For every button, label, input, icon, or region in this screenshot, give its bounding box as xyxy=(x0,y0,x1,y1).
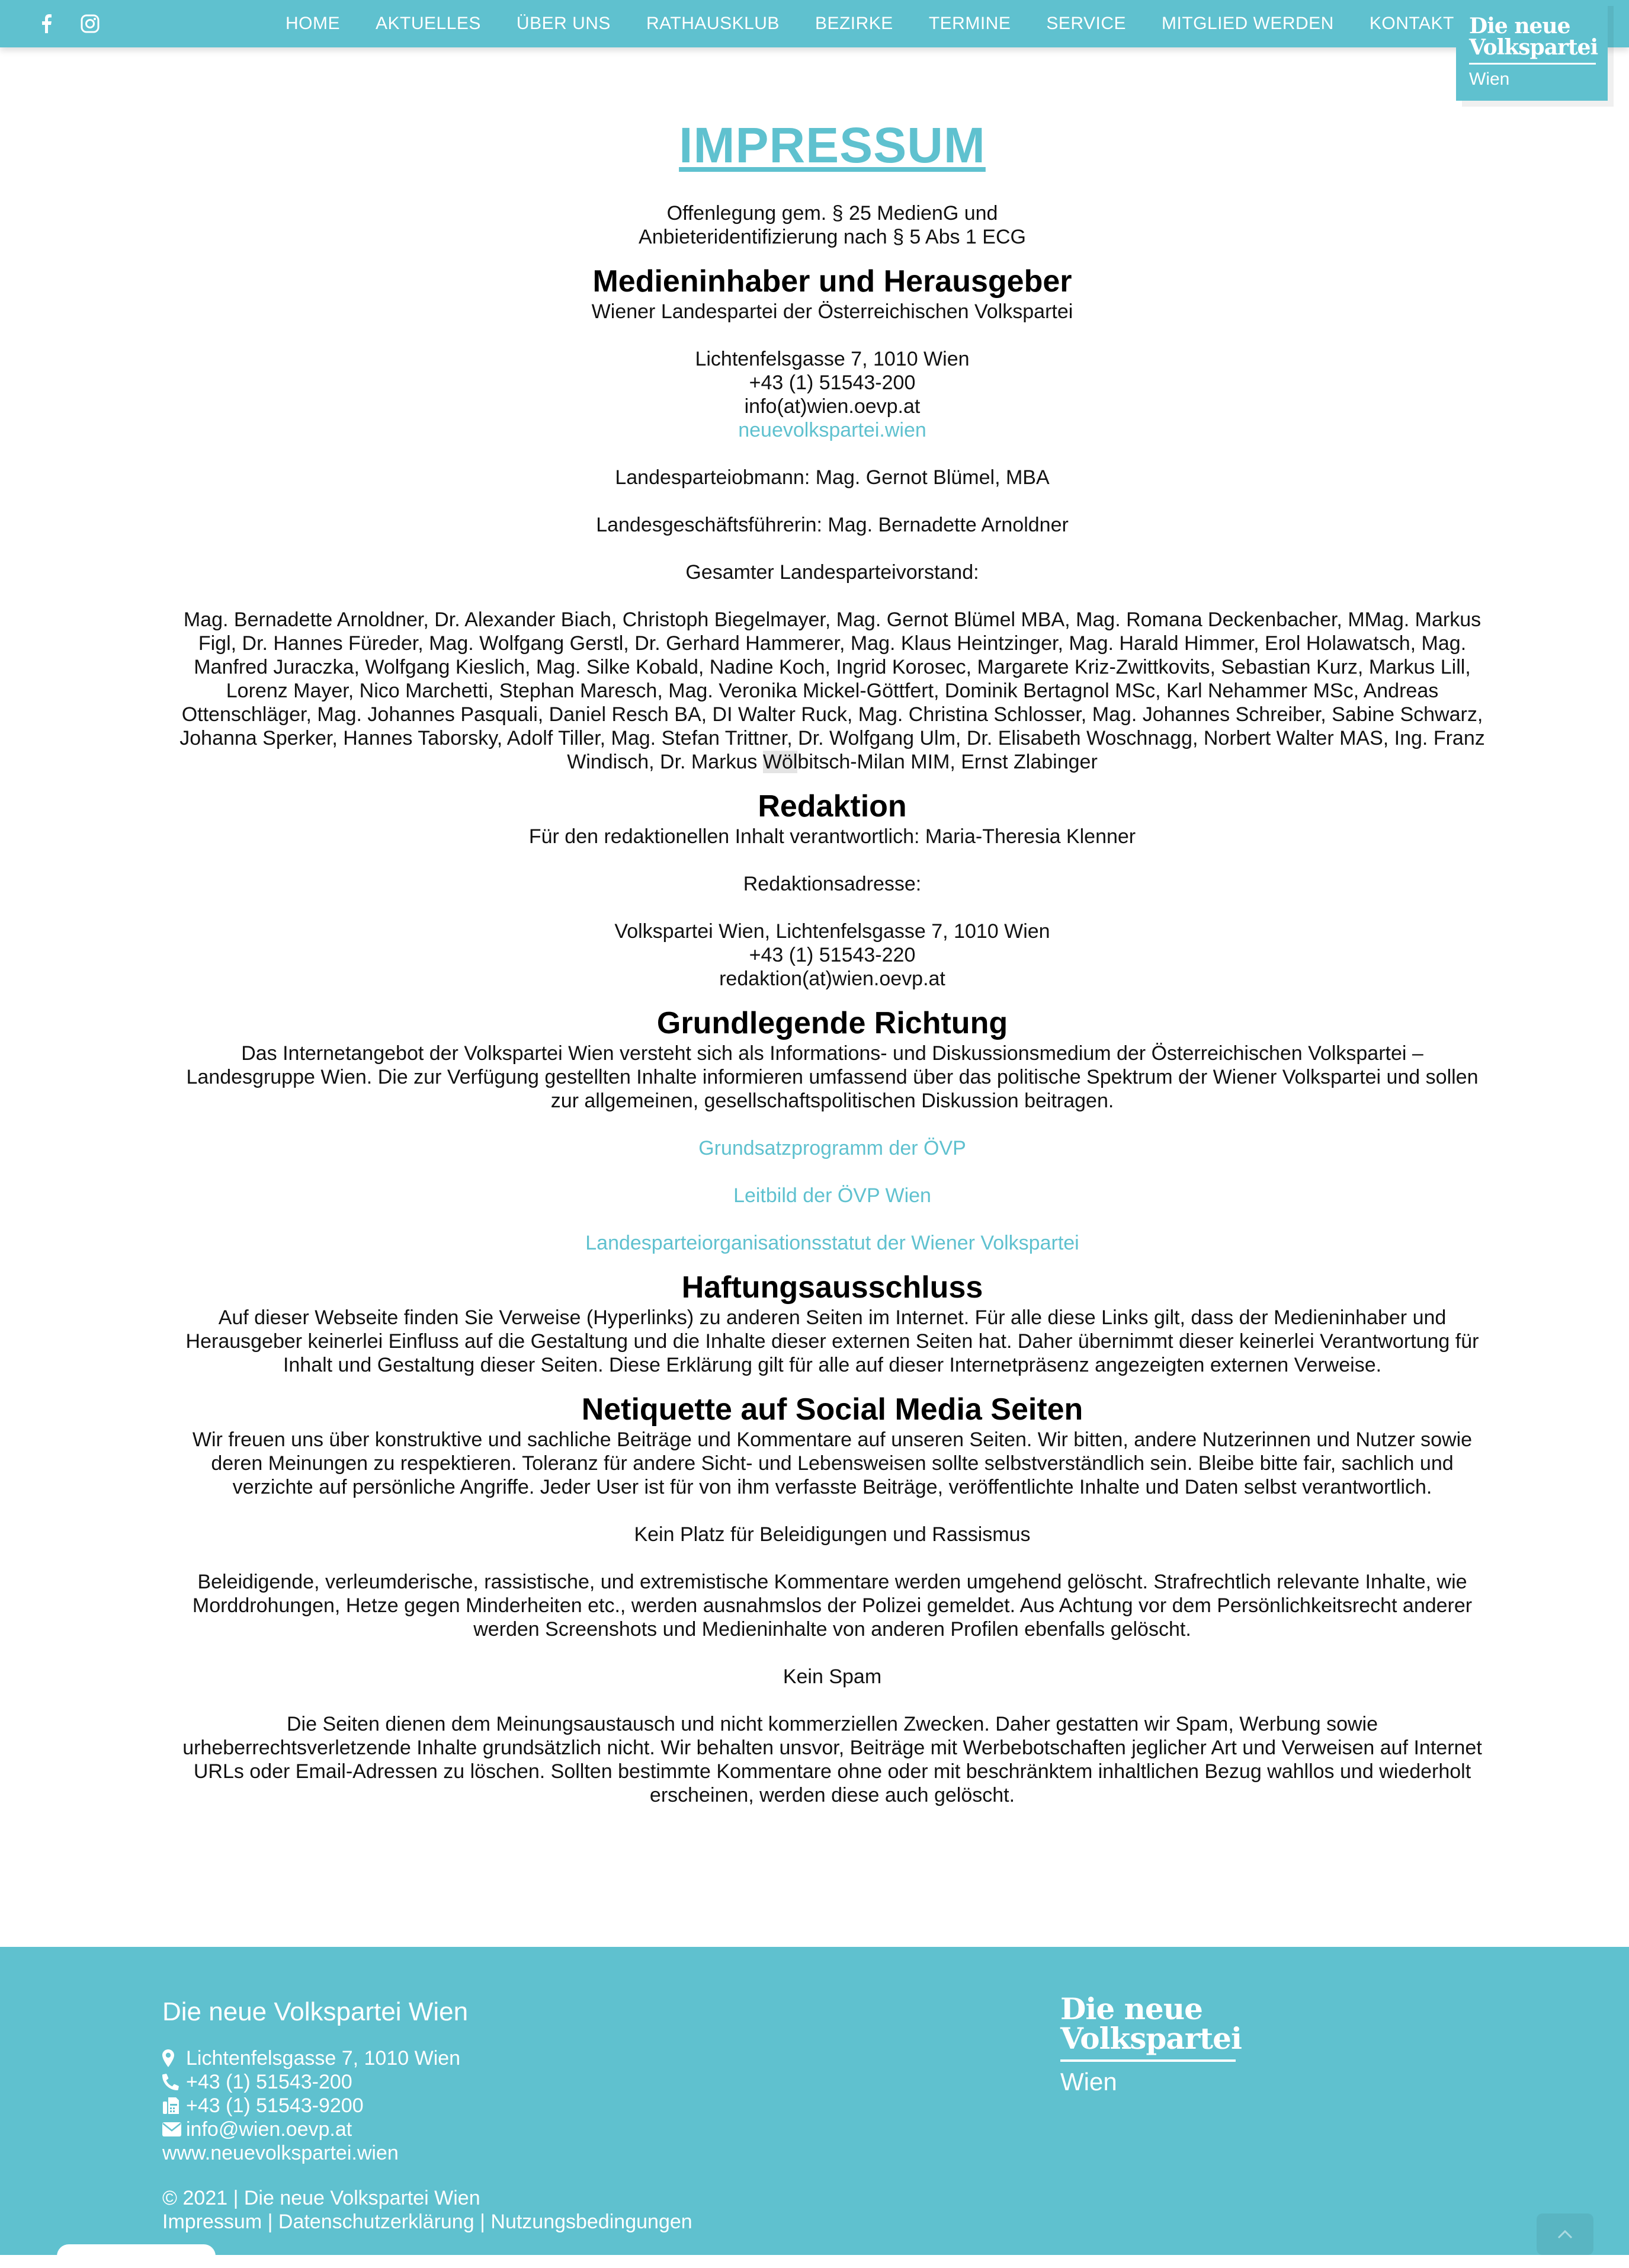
cookie-settings-tab[interactable] xyxy=(57,2244,216,2268)
direction-text: Das Internetangebot der Volkspartei Wien versteht sich als Informations- und Diskussionsmedium der Österreichischen Volkspartei – Landesgruppe Wien. Die zur Verfügung gestellten Inhalte informieren umfassend über das politische Spektrum der Wiener Volkspartei und sollen zur allgemeinen, gesellschaftspolitischen Diskussion beitragen. xyxy=(186,1042,1479,1112)
chairman: Landesparteiobmann: Mag. Gernot Blümel, MBA xyxy=(615,466,1050,489)
editorial-email: redaktion(at)wien.oevp.at xyxy=(719,968,945,990)
footer-legal-links xyxy=(162,2210,873,2234)
footer-logo-line1: Die neue xyxy=(1060,1991,1202,2026)
footer-email-link[interactable]: info@wien.oevp.at xyxy=(186,2118,352,2141)
editorial-phone: +43 (1) 51543-220 xyxy=(749,944,916,966)
direction-heading: Grundlegende Richtung xyxy=(656,1006,1008,1040)
logo-text-line3: Wien xyxy=(1469,69,1510,89)
footer-link-datenschutz[interactable]: Datenschutzerklärung xyxy=(278,2211,474,2233)
nav-mitglied-werden[interactable]: MITGLIED WERDEN xyxy=(1162,14,1334,33)
nav-rathausklub[interactable]: RATHAUSKLUB xyxy=(646,14,780,33)
logo-divider xyxy=(1469,63,1596,65)
envelope-icon xyxy=(162,2119,184,2139)
owner-website-link[interactable]: neuevolkspartei.wien xyxy=(738,419,926,441)
site-footer xyxy=(0,1947,1629,2255)
footer-address: Lichtenfelsgasse 7, 1010 Wien xyxy=(186,2047,461,2070)
social-links xyxy=(34,0,102,47)
site-logo[interactable] xyxy=(1456,0,1608,101)
board-members xyxy=(178,608,1487,774)
footer-logo-line2: Volkspartei xyxy=(1060,2021,1242,2056)
netiquette-sub-no-spam: Kein Spam xyxy=(783,1665,882,1688)
netiquette-text-insults: Beleidigende, verleumderische, rassistische, und extremistische Kommentare werden umgehend gelöscht. Strafrechtlich relevante Inhalte, wie Morddrohungen, Hetze gegen Minderheiten etc., werden ausnahmslos der Polizei gemeldet. Aus Achtung vor dem Persönlichkeitsrecht anderer werden Screenshots und Medieninhalte von anderen Profilen ebenfalls gelöscht. xyxy=(192,1571,1473,1641)
editorial-responsible: Für den redaktionellen Inhalt verantwortlich: Maria-Theresia Klenner xyxy=(528,825,1136,848)
link-organisationsstatut[interactable]: Landesparteiorganisationsstatut der Wiener Volkspartei xyxy=(585,1232,1079,1254)
owner-phone: +43 (1) 51543-200 xyxy=(749,371,916,394)
liability-text: Auf dieser Webseite finden Sie Verweise (Hyperlinks) zu anderen Seiten im Internet. Für alle diese Links gilt, dass der Medieninhaber und Herausgeber keinerlei Einfluss auf die Gestaltung und die Inhalte dieser externen Seiten hat. Daher übernimmt dieser keinerlei Verantwortung für Inhalt und Gestaltung dieser Seiten. Diese Erklärung gilt für alle auf dieser Internetpräsenz angezeigten externen Verweise. xyxy=(185,1306,1479,1376)
phone-icon xyxy=(162,2072,184,2092)
board-members-part2: bitsch-Milan MIM, Ernst Zlabinger xyxy=(797,751,1098,773)
link-leitbild[interactable]: Leitbild der ÖVP Wien xyxy=(733,1184,931,1207)
footer-fax: +43 (1) 51543-9200 xyxy=(186,2094,364,2117)
managing-director: Landesgeschäftsführerin: Mag. Bernadette Arnoldner xyxy=(596,514,1069,536)
board-label: Gesamter Landesparteivorstand: xyxy=(685,561,979,584)
editorial-address-label: Redaktionsadresse: xyxy=(743,873,922,895)
facebook-icon[interactable] xyxy=(34,12,58,36)
footer-separator: | xyxy=(480,2211,485,2233)
nav-kontakt[interactable]: KONTAKT xyxy=(1369,14,1454,33)
owner-org: Wiener Landespartei der Österreichischen Volkspartei xyxy=(591,300,1073,323)
footer-website-link[interactable]: www.neuevolkspartei.wien xyxy=(162,2142,399,2164)
map-marker-icon xyxy=(162,2048,184,2068)
footer-contact xyxy=(162,1994,873,2234)
footer-logo-divider xyxy=(1060,2059,1236,2062)
nav-ueber-uns[interactable]: ÜBER UNS xyxy=(516,14,611,33)
impressum-content xyxy=(178,113,1487,1807)
intro-line-1: Offenlegung gem. § 25 MedienG und xyxy=(666,202,998,225)
logo-text-line1: Die neue xyxy=(1469,14,1570,39)
owner-address: Lichtenfelsgasse 7, 1010 Wien xyxy=(695,348,970,370)
editorial-heading: Redaktion xyxy=(758,789,907,824)
nav-home[interactable]: HOME xyxy=(286,14,340,33)
footer-link-impressum[interactable]: Impressum xyxy=(162,2211,262,2233)
netiquette-sub-no-insults: Kein Platz für Beleidigungen und Rassismus xyxy=(634,1523,1031,1546)
fax-icon xyxy=(162,2096,184,2116)
editorial-address: Volkspartei Wien, Lichtenfelsgasse 7, 1010 Wien xyxy=(614,920,1050,943)
liability-heading: Haftungsausschluss xyxy=(681,1270,983,1305)
board-members-part1: Mag. Bernadette Arnoldner, Dr. Alexander Biach, Christoph Biegelmayer, Mag. Gernot Blümel MBA, Mag. Romana Deckenbacher, MMag. Markus Figl, Dr. Hannes Füreder, Mag. Wolfgang Gerstl, Dr. Gerhard Hammerer, Mag. Klaus Heintzinger, Mag. Harald Himmer, Erol Holawatsch, Mag. Manfred Juraczka, Wolfgang Kieslich, Mag. Silke Kobald, Nadine Koch, Ingrid Korosec, Margarete Kriz-Zwittkovits, Sebastian Kurz, Markus Lill, Lorenz Mayer, Nico Marchetti, Stephan Maresch, Mag. Veronika Mickel-Göttfert, Dominik Bertagnol MSc, Karl Nehammer MSc, Andreas Ottenschläger, Mag. Johannes Pasquali, Daniel Resch BA, DI Walter Ruck, Mag. Christina Schlosser, Mag. Johannes Schreiber, Sabine Schwarz, Johanna Sperker, Hannes Taborsky, Adolf Tiller, Mag. Stefan Trittner, Dr. Wolfgang Ulm, Dr. Elisabeth Woschnagg, Norbert Walter MAS, Ing. Franz Windisch, Dr. Markus xyxy=(179,608,1485,773)
instagram-icon[interactable] xyxy=(78,12,102,36)
nav-termine[interactable]: TERMINE xyxy=(928,14,1011,33)
netiquette-heading: Netiquette auf Social Media Seiten xyxy=(581,1392,1083,1427)
nav-service[interactable]: SERVICE xyxy=(1046,14,1126,33)
link-grundsatzprogramm[interactable]: Grundsatzprogramm der ÖVP xyxy=(698,1137,966,1159)
board-members-highlight: Wöl xyxy=(762,751,798,773)
logo-text-line2: Volkspartei xyxy=(1469,35,1598,60)
netiquette-text: Wir freuen uns über konstruktive und sachliche Beiträge und Kommentare auf unseren Seiten. Wir bitten, andere Nutzerinnen und Nutzer sowie deren Meinungen zu respektieren. Toleranz für andere Sicht- und Lebensweisen sollte selbstverständlich sein. Bleibe bitte fair, sachlich und verzichte auf persönliche Angriffe. Jeder User ist für von ihm verfasste Beiträge, veröffentlichte Inhalte und Daten selbst verantwortlich. xyxy=(192,1428,1473,1498)
page-title: IMPRESSUM xyxy=(679,117,986,173)
main-menu xyxy=(286,0,1490,47)
footer-logo-line3: Wien xyxy=(1060,2068,1117,2096)
footer-phone: +43 (1) 51543-200 xyxy=(186,2071,352,2093)
owner-email: info(at)wien.oevp.at xyxy=(744,395,921,418)
owner-heading: Medieninhaber und Herausgeber xyxy=(592,264,1072,299)
chevron-up-icon xyxy=(1557,2229,1573,2239)
back-to-top-button[interactable] xyxy=(1537,2213,1593,2255)
top-navigation-bar xyxy=(0,0,1629,47)
footer-title: Die neue Volkspartei Wien xyxy=(162,1997,469,2026)
netiquette-text-spam: Die Seiten dienen dem Meinungsaustausch und nicht kommerziellen Zwecken. Daher gestatten wir Spam, Werbung sowie urheberrechtsverletzende Inhalte grundsätzlich nicht. Wir behalten unsvor, Beiträge mit Werbebotschaften jeglicher Art und Verweisen auf Internet URLs oder Email-Adressen zu löschen. Sollten bestimmte Kommentare ohne oder mit beschränktem inhaltlichen Bezug wahllos und wiederholt erscheinen, werden diese auch gelöscht. xyxy=(182,1713,1482,1806)
footer-logo xyxy=(1060,1991,1242,2096)
nav-bezirke[interactable]: BEZIRKE xyxy=(814,14,893,33)
intro-line-2: Anbieteridentifizierung nach § 5 Abs 1 ECG xyxy=(639,226,1026,248)
footer-copyright: © 2021 | Die neue Volkspartei Wien xyxy=(162,2187,480,2209)
footer-link-nutzungsbedingungen[interactable]: Nutzungsbedingungen xyxy=(490,2211,692,2233)
footer-separator: | xyxy=(267,2211,273,2233)
nav-aktuelles[interactable]: AKTUELLES xyxy=(376,14,481,33)
